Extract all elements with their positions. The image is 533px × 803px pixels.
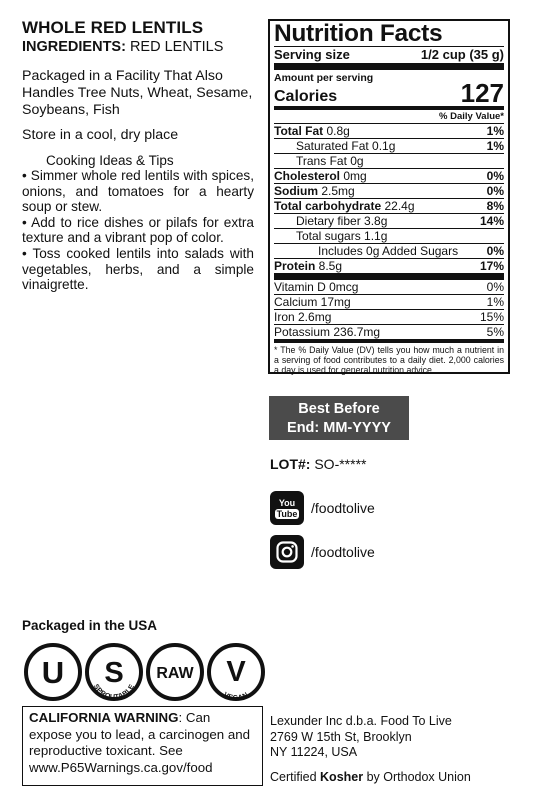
nutrient-amount: 2.5mg	[318, 184, 355, 198]
youtube-icon-text-top: You	[278, 497, 296, 508]
warning-text: : Can expose you to lead, a carcinogen and reproductive toxicant. See www.P65Warnings.ca.gov/food	[29, 710, 251, 775]
instagram-link[interactable]	[270, 535, 375, 569]
best-before-line2: End: MM-YYYY	[287, 420, 391, 436]
nutrient-row-total-fat	[274, 124, 504, 139]
instagram-glyph	[275, 540, 299, 564]
calories-label: Calories	[274, 88, 338, 105]
ingredients-line	[22, 39, 254, 55]
nutrient-row-sodium	[274, 184, 504, 199]
nutrient-amount: 3.8g	[360, 214, 388, 228]
micro-row-calcium	[274, 295, 504, 310]
company-address	[270, 714, 520, 761]
u-letter: U	[41, 655, 65, 690]
raw-icon	[148, 645, 202, 699]
nutrient-row-saturated-fat	[274, 139, 504, 154]
nutrition-facts-panel	[268, 19, 510, 374]
nutrient-row-trans-fat	[274, 154, 504, 169]
nutrient-row-total-sugars	[274, 229, 504, 244]
nutrient-dv: 0%	[486, 169, 504, 183]
nutrient-label: Includes 0g Added Sugars	[318, 244, 459, 258]
nutrient-dv: 0%	[486, 184, 504, 198]
micro-row-iron	[274, 310, 504, 325]
youtube-icon	[270, 491, 304, 525]
nutrient-row-added-sugars	[274, 244, 504, 259]
storage-instructions: Store in a cool, dry place	[22, 127, 179, 143]
vegan-text: VEGAN	[222, 691, 250, 703]
california-warning	[22, 706, 263, 786]
certification-logos	[22, 641, 266, 703]
raw-text: RAW	[156, 665, 194, 682]
nutrient-amount: 0.1g	[368, 139, 396, 153]
micro-dv: 15%	[479, 310, 504, 324]
v-letter: V	[226, 656, 246, 688]
company-street: 2769 W 15th St, Brooklyn	[270, 729, 412, 744]
kosher-ou-icon	[26, 645, 80, 699]
nutrient-label: Sodium	[274, 184, 318, 198]
nutrition-facts-title: Nutrition Facts	[274, 21, 504, 47]
nutrient-dv: 14%	[479, 214, 504, 228]
calories-value: 127	[460, 78, 504, 108]
nutrient-row-protein	[274, 259, 504, 280]
packaged-in-usa: Packaged in the USA	[22, 618, 158, 633]
nutrient-label: Total Fat	[274, 124, 324, 138]
sproutable-text: SPROUTABLE	[91, 683, 137, 702]
youtube-link[interactable]	[270, 491, 375, 525]
nutrient-label: Cholesterol	[274, 169, 341, 183]
micro-label: Vitamin D 0mcg	[274, 280, 359, 294]
sproutable-icon	[87, 645, 141, 701]
nutrient-dv: 17%	[479, 259, 504, 273]
nutrition-footnote: * The % Daily Value (DV) tells you how much a nutrient in a serving of food contributes to a daily diet. 2,000 calories a day is used for general nutrition advice.	[274, 345, 504, 375]
micro-dv: 0%	[486, 280, 504, 294]
ingredients-value: RED LENTILS	[125, 39, 224, 55]
tip-item: • Toss cooked lentils into salads with vegetables, herbs, and a simple vinaigrette.	[22, 245, 254, 293]
youtube-icon-text-bottom: Tube	[276, 508, 298, 519]
nutrient-label: Total sugars	[296, 229, 361, 243]
nutrient-label: Protein	[274, 259, 316, 273]
tip-item: • Add to rice dishes or pilafs for extra texture and a vibrant pop of color.	[22, 214, 254, 246]
s-letter: S	[104, 657, 124, 689]
nutrient-dv: 1%	[486, 139, 504, 153]
nutrient-amount: 1.1g	[360, 229, 388, 243]
company-name: Lexunder Inc d.b.a. Food To Live	[270, 714, 452, 728]
micro-dv: 5%	[486, 325, 504, 339]
micro-dv: 1%	[486, 295, 504, 309]
youtube-handle[interactable]: /foodtolive	[311, 500, 375, 516]
ingredients-label: INGREDIENTS:	[22, 39, 126, 55]
nutrient-dv: 8%	[486, 199, 504, 213]
tips-title: Cooking Ideas & Tips	[46, 153, 174, 168]
lot-value: SO-*****	[310, 456, 367, 472]
kosher-prefix: Certified	[270, 770, 321, 784]
vegan-icon	[209, 645, 263, 702]
kosher-certification	[270, 770, 471, 784]
serving-size-value: 1/2 cup (35 g)	[420, 47, 504, 62]
nutrient-amount: 8.5g	[315, 259, 343, 273]
nutrient-row-total-carbohydrate	[274, 199, 504, 214]
serving-size-row	[274, 47, 504, 70]
nutrient-dv: 0%	[486, 244, 504, 258]
kosher-suffix: by Orthodox Union	[363, 770, 471, 784]
nutrient-amount: 0mg	[340, 169, 367, 183]
tip-item: • Simmer whole red lentils with spices, onions, and tomatoes for a hearty soup or stew.	[22, 168, 254, 215]
amount-per-serving: Amount per serving	[274, 72, 374, 84]
allergen-notice: Packaged in a Facility That Also Handles Tree Nuts, Wheat, Sesame, Soybeans, Fish	[22, 68, 253, 118]
micro-label: Potassium 236.7mg	[274, 325, 381, 339]
nutrient-amount: 0g	[346, 154, 364, 168]
daily-value-header: % Daily Value*	[274, 110, 504, 124]
tips-list	[22, 168, 254, 293]
micro-label: Calcium 17mg	[274, 295, 351, 309]
nutrient-label: Dietary fiber	[296, 214, 361, 228]
nutrient-label: Saturated Fat	[296, 139, 369, 153]
nutrient-amount: 0.8g	[323, 124, 350, 138]
svg-text:VEGAN	[222, 691, 250, 702]
micro-row-vitamin-d	[274, 280, 504, 295]
nutrient-dv: 1%	[486, 124, 504, 138]
micro-row-potassium	[274, 325, 504, 343]
nutrient-label: Trans Fat	[296, 154, 347, 168]
serving-size-label: Serving size	[274, 47, 350, 62]
micro-label: Iron 2.6mg	[274, 310, 332, 324]
nutrient-row-cholesterol	[274, 169, 504, 184]
nutrient-row-dietary-fiber	[274, 214, 504, 229]
product-title: WHOLE RED LENTILS	[22, 18, 204, 37]
warning-label: CALIFORNIA WARNING	[29, 710, 179, 725]
lot-number	[270, 456, 366, 472]
lot-label: LOT#:	[270, 456, 311, 472]
nutrient-amount: 22.4g	[381, 199, 415, 213]
instagram-handle[interactable]: /foodtolive	[311, 544, 375, 560]
best-before-box	[269, 396, 409, 440]
instagram-icon	[270, 535, 304, 569]
kosher-bold: Kosher	[320, 770, 364, 784]
company-city: NY 11224, USA	[270, 745, 358, 759]
best-before-line1: Best Before	[298, 401, 380, 417]
nutrient-label: Total carbohydrate	[274, 199, 382, 213]
product-info	[22, 18, 254, 293]
